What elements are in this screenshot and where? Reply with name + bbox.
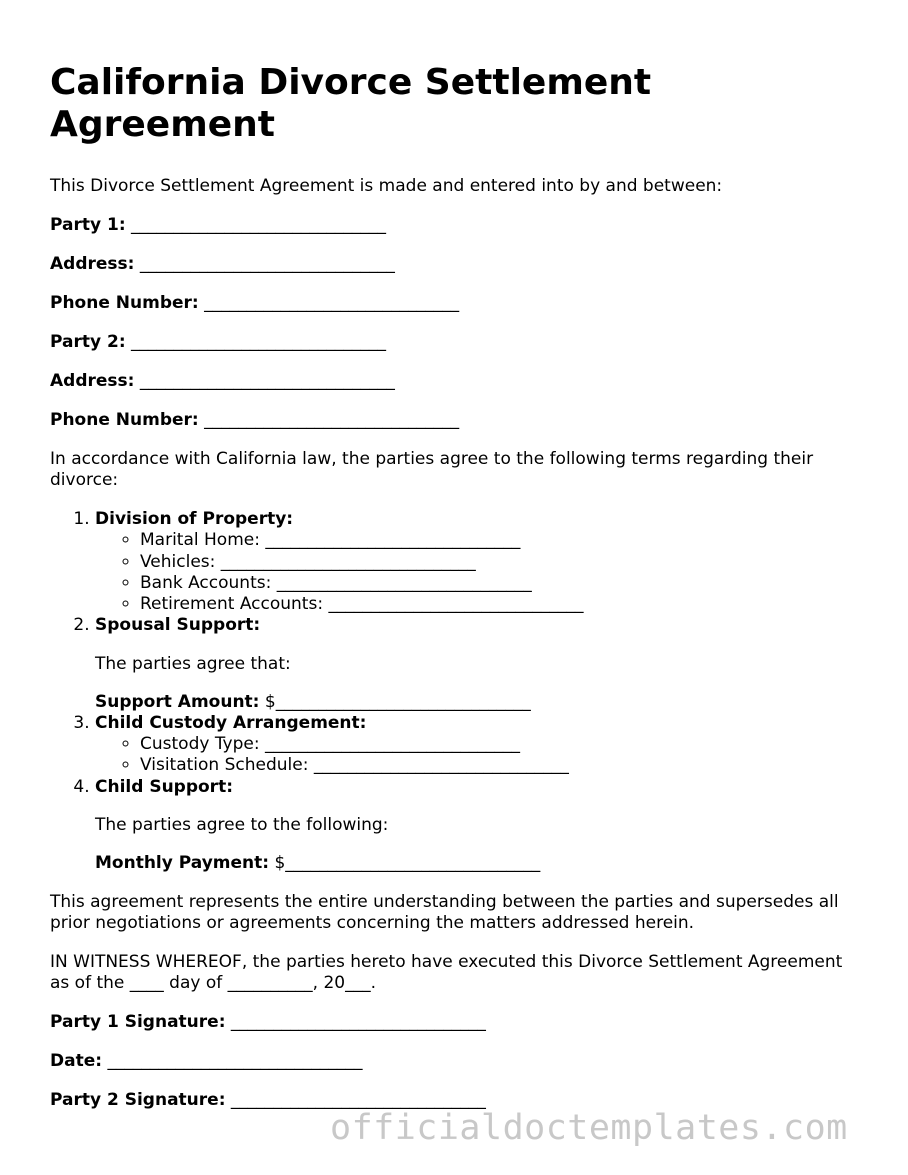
field-label: Party 2: [50, 332, 126, 352]
custody-items [95, 734, 860, 777]
section-child-custody [95, 713, 860, 777]
field-label: Address: [50, 371, 135, 391]
party-1-field [50, 215, 860, 236]
blank-line: ______________________________ [131, 215, 387, 235]
document-title: California Divorce Settlement Agreement [50, 62, 652, 145]
blank-line: $______________________________ [264, 691, 531, 712]
blank-line: $______________________________ [274, 852, 541, 873]
section-text: The parties agree that: [95, 653, 291, 674]
support-amount-field [95, 692, 860, 713]
field-label: Support Amount: [95, 691, 260, 712]
section-spousal-support [95, 615, 860, 712]
list-item: ◦ Retirement Accounts: ______________________________ [140, 594, 860, 615]
field-label: Phone Number: [50, 410, 199, 430]
field-label: Party 1 Signature: [50, 1011, 226, 1032]
party-2-field [50, 332, 860, 353]
property-items [95, 530, 860, 615]
blank-line: ______________________________ [139, 371, 395, 391]
blank-line: ______________________________ [230, 1089, 486, 1110]
watermark: officialdoctemplates.com [330, 1108, 848, 1148]
terms-intro-paragraph: In accordance with California law, the parties agree to the following terms regarding their divorce: [50, 449, 814, 490]
section-division-of-property [95, 509, 860, 615]
field-label: Party 1: [50, 215, 126, 235]
blank-line: ______________________________ [107, 1050, 363, 1071]
party-1-address-field [50, 254, 860, 275]
blank-line: ______________________________ [230, 1011, 486, 1032]
blank-line: ______________________________ [204, 410, 460, 430]
list-item: ◦ Bank Accounts: ______________________________ [140, 573, 860, 594]
witness-paragraph: IN WITNESS WHEREOF, the parties hereto have executed this Divorce Settlement Agreement as of the ____ day of __________, 20___. [50, 951, 843, 993]
entire-agreement-paragraph: This agreement represents the entire understanding between the parties and supersedes all prior negotiations or agreements concerning the matters addressed herein. [50, 891, 839, 933]
document-page [50, 62, 860, 1129]
field-label: Phone Number: [50, 293, 199, 313]
list-item: ◦ Vehicles: ______________________________ [140, 552, 860, 573]
field-label: Date: [50, 1050, 103, 1071]
blank-line: ______________________________ [139, 254, 395, 274]
section-title: Child Custody Arrangement: [95, 712, 367, 733]
list-item: ◦ Custody Type: ______________________________ [140, 734, 860, 755]
section-title: Spousal Support: [95, 615, 261, 636]
section-title: Division of Property: [95, 509, 294, 529]
monthly-payment-field [95, 853, 860, 874]
section-title: Child Support: [95, 776, 233, 797]
party-2-phone-field [50, 410, 860, 431]
list-item: ◦ Marital Home: ______________________________ [140, 530, 860, 551]
blank-line: ______________________________ [131, 332, 387, 352]
date-field [50, 1051, 860, 1072]
field-label: Monthly Payment: [95, 852, 270, 873]
blank-line: ______________________________ [204, 293, 460, 313]
section-text: The parties agree to the following: [95, 814, 389, 835]
terms-list [50, 509, 860, 874]
field-label: Party 2 Signature: [50, 1089, 226, 1110]
party-2-address-field [50, 371, 860, 392]
intro-paragraph: This Divorce Settlement Agreement is made and entered into by and between: [50, 176, 723, 196]
section-child-support [95, 777, 860, 874]
party-1-signature-field [50, 1012, 860, 1033]
party-1-phone-field [50, 293, 860, 314]
list-item: ◦ Visitation Schedule: ______________________________ [140, 755, 860, 776]
field-label: Address: [50, 254, 135, 274]
